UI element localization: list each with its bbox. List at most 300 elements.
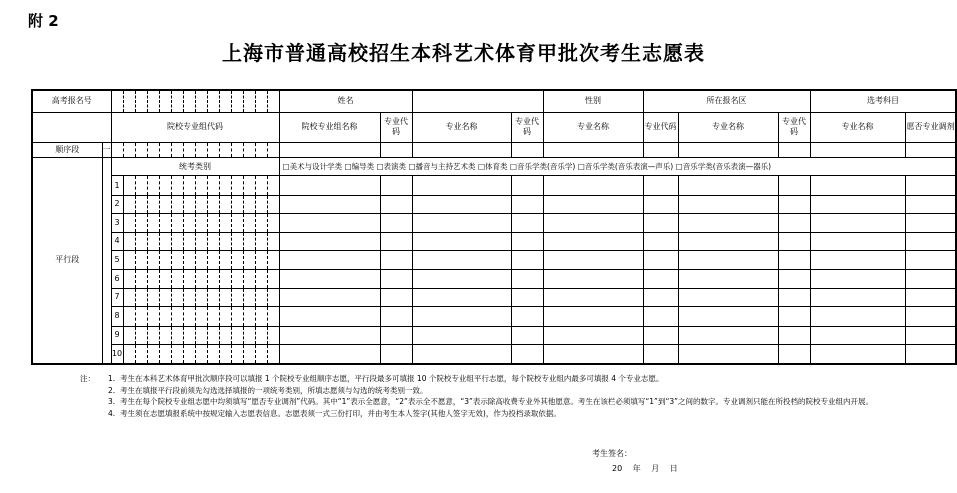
code-cell[interactable] bbox=[267, 176, 279, 195]
group-name-cell[interactable] bbox=[279, 214, 380, 232]
category-checkbox[interactable]: □体育类 bbox=[477, 161, 508, 171]
signature-label: 考生签名： bbox=[592, 449, 632, 458]
code-cell[interactable] bbox=[159, 176, 171, 195]
code-cell[interactable] bbox=[135, 344, 147, 364]
major-name-cell[interactable] bbox=[678, 326, 778, 344]
code-cell[interactable] bbox=[219, 232, 231, 250]
major-code-cell[interactable] bbox=[380, 270, 412, 288]
code-cell[interactable] bbox=[267, 326, 279, 344]
major-code-cell[interactable] bbox=[778, 344, 810, 364]
major-name-cell[interactable] bbox=[810, 344, 905, 364]
code-cell[interactable] bbox=[195, 270, 207, 288]
major-name-cell[interactable] bbox=[810, 232, 905, 250]
code-cell[interactable] bbox=[267, 214, 279, 232]
code-cell[interactable] bbox=[231, 270, 243, 288]
adjust-cell[interactable] bbox=[905, 142, 956, 157]
code-cell[interactable] bbox=[207, 232, 219, 250]
category-checkbox[interactable]: □播音与主持艺术类 bbox=[408, 161, 476, 171]
category-checkbox[interactable]: □音乐学类(音乐表演—器乐) bbox=[675, 161, 772, 171]
adjust-cell[interactable] bbox=[905, 176, 956, 195]
code-cell[interactable] bbox=[147, 250, 159, 269]
code-cell[interactable] bbox=[195, 142, 207, 157]
code-cell[interactable] bbox=[255, 270, 267, 288]
major-code-cell[interactable] bbox=[511, 195, 543, 213]
district-label: 所在报名区 bbox=[643, 90, 810, 112]
exam-no-digit[interactable] bbox=[219, 90, 231, 112]
code-cell[interactable] bbox=[231, 250, 243, 269]
major-name-cell[interactable] bbox=[678, 142, 778, 157]
exam-no-digit[interactable] bbox=[111, 90, 123, 112]
code-cell[interactable] bbox=[219, 214, 231, 232]
code-cell[interactable] bbox=[231, 142, 243, 157]
major-code-cell[interactable] bbox=[380, 288, 412, 306]
major-code-cell[interactable] bbox=[380, 195, 412, 213]
major-code-cell[interactable] bbox=[778, 270, 810, 288]
code-cell[interactable] bbox=[123, 326, 135, 344]
code-cell[interactable] bbox=[255, 142, 267, 157]
major-name-cell[interactable] bbox=[810, 214, 905, 232]
date-line: 20 年 月 日 bbox=[612, 464, 678, 473]
code-cell[interactable] bbox=[207, 307, 219, 326]
group-name-cell[interactable] bbox=[279, 250, 380, 269]
code-cell[interactable] bbox=[219, 195, 231, 213]
code-cell[interactable] bbox=[123, 142, 135, 157]
code-cell[interactable] bbox=[195, 176, 207, 195]
code-cell[interactable] bbox=[159, 307, 171, 326]
code-cell[interactable] bbox=[147, 176, 159, 195]
code-cell[interactable] bbox=[231, 232, 243, 250]
code-cell[interactable] bbox=[147, 307, 159, 326]
major-name-cell[interactable] bbox=[678, 307, 778, 326]
major-name-cell[interactable] bbox=[543, 176, 643, 195]
major-name-cell[interactable] bbox=[678, 176, 778, 195]
adjust-cell[interactable] bbox=[905, 344, 956, 364]
code-cell[interactable] bbox=[135, 326, 147, 344]
code-cell[interactable] bbox=[219, 288, 231, 306]
code-cell[interactable] bbox=[183, 288, 195, 306]
adjust-cell[interactable] bbox=[905, 288, 956, 306]
code-cell[interactable] bbox=[135, 195, 147, 213]
major-code-cell[interactable] bbox=[511, 232, 543, 250]
code-cell[interactable] bbox=[255, 250, 267, 269]
major-code-cell[interactable] bbox=[511, 288, 543, 306]
code-cell[interactable] bbox=[183, 307, 195, 326]
major-code-header: 专业代码 bbox=[643, 112, 678, 142]
code-cell[interactable] bbox=[147, 195, 159, 213]
code-cell[interactable] bbox=[207, 250, 219, 269]
major-code-cell[interactable] bbox=[643, 250, 678, 269]
major-name-header: 专业名称 bbox=[543, 112, 643, 142]
code-cell[interactable] bbox=[243, 232, 255, 250]
major-code-cell[interactable] bbox=[643, 288, 678, 306]
group-name-cell[interactable] bbox=[279, 307, 380, 326]
code-cell[interactable] bbox=[255, 195, 267, 213]
major-name-cell[interactable] bbox=[412, 344, 511, 364]
major-code-cell[interactable] bbox=[380, 232, 412, 250]
code-cell[interactable] bbox=[183, 214, 195, 232]
major-code-cell[interactable] bbox=[643, 326, 678, 344]
code-cell[interactable] bbox=[231, 176, 243, 195]
exam-no-digit[interactable] bbox=[123, 90, 135, 112]
major-code-cell[interactable] bbox=[778, 326, 810, 344]
major-code-cell[interactable] bbox=[643, 214, 678, 232]
major-name-cell[interactable] bbox=[678, 270, 778, 288]
code-cell[interactable] bbox=[147, 270, 159, 288]
code-cell[interactable] bbox=[171, 344, 183, 364]
major-name-cell[interactable] bbox=[678, 288, 778, 306]
major-name-cell[interactable] bbox=[543, 326, 643, 344]
code-cell[interactable] bbox=[183, 326, 195, 344]
code-cell[interactable] bbox=[243, 250, 255, 269]
exam-no-digit[interactable] bbox=[267, 90, 279, 112]
major-name-cell[interactable] bbox=[412, 326, 511, 344]
code-cell[interactable] bbox=[243, 214, 255, 232]
code-cell[interactable] bbox=[171, 288, 183, 306]
group-name-cell[interactable] bbox=[279, 344, 380, 364]
group-name-cell[interactable] bbox=[279, 176, 380, 195]
row-number: 4 bbox=[111, 232, 123, 250]
major-name-cell[interactable] bbox=[810, 288, 905, 306]
major-name-cell[interactable] bbox=[543, 288, 643, 306]
exam-no-digit[interactable] bbox=[207, 90, 219, 112]
code-cell[interactable] bbox=[183, 250, 195, 269]
major-name-cell[interactable] bbox=[412, 195, 511, 213]
major-code-cell[interactable] bbox=[380, 176, 412, 195]
code-cell[interactable] bbox=[231, 326, 243, 344]
code-cell[interactable] bbox=[219, 307, 231, 326]
code-cell[interactable] bbox=[135, 214, 147, 232]
code-cell[interactable] bbox=[207, 288, 219, 306]
code-cell[interactable] bbox=[123, 344, 135, 364]
code-cell[interactable] bbox=[231, 344, 243, 364]
major-name-cell[interactable] bbox=[543, 195, 643, 213]
code-cell[interactable] bbox=[207, 142, 219, 157]
code-cell[interactable] bbox=[255, 214, 267, 232]
code-cell[interactable] bbox=[111, 142, 123, 157]
code-cell[interactable] bbox=[171, 142, 183, 157]
code-cell[interactable] bbox=[147, 288, 159, 306]
code-cell[interactable] bbox=[243, 344, 255, 364]
code-cell[interactable] bbox=[135, 270, 147, 288]
code-cell[interactable] bbox=[135, 250, 147, 269]
category-checkbox[interactable]: □编导类 bbox=[344, 161, 375, 171]
major-code-cell[interactable] bbox=[511, 176, 543, 195]
major-code-cell[interactable] bbox=[778, 195, 810, 213]
exam-no-digit[interactable] bbox=[159, 90, 171, 112]
major-code-cell[interactable] bbox=[511, 307, 543, 326]
code-cell[interactable] bbox=[183, 344, 195, 364]
category-checkbox-row[interactable] bbox=[279, 157, 956, 175]
code-cell[interactable] bbox=[171, 270, 183, 288]
code-cell[interactable] bbox=[171, 250, 183, 269]
code-cell[interactable] bbox=[123, 195, 135, 213]
code-cell[interactable] bbox=[255, 176, 267, 195]
code-cell[interactable] bbox=[219, 250, 231, 269]
exam-no-digit[interactable] bbox=[231, 90, 243, 112]
code-cell[interactable] bbox=[195, 307, 207, 326]
group-name-cell[interactable] bbox=[279, 142, 380, 157]
major-name-cell[interactable] bbox=[810, 250, 905, 269]
note-text: 考生须在志愿填报系统中按规定输入志愿表信息。志愿表须一式三份打印，并由考生本人签字(其他人签字无效)，作为投档录取依据。 bbox=[120, 408, 561, 418]
major-name-cell[interactable] bbox=[543, 214, 643, 232]
adjust-cell[interactable] bbox=[905, 250, 956, 269]
major-name-cell[interactable] bbox=[412, 214, 511, 232]
major-code-cell[interactable] bbox=[511, 142, 543, 157]
code-cell[interactable] bbox=[207, 214, 219, 232]
code-cell[interactable] bbox=[171, 214, 183, 232]
code-cell[interactable] bbox=[243, 142, 255, 157]
code-cell[interactable] bbox=[255, 326, 267, 344]
code-cell[interactable] bbox=[219, 270, 231, 288]
code-cell[interactable] bbox=[267, 250, 279, 269]
major-code-cell[interactable] bbox=[511, 214, 543, 232]
row-number: 2 bbox=[111, 195, 123, 213]
major-name-cell[interactable] bbox=[678, 232, 778, 250]
exam-no-digit[interactable] bbox=[243, 90, 255, 112]
category-checkbox[interactable]: □美术与设计学类 bbox=[282, 161, 343, 171]
code-cell[interactable] bbox=[159, 232, 171, 250]
code-cell[interactable] bbox=[255, 307, 267, 326]
code-cell[interactable] bbox=[171, 232, 183, 250]
group-code-header: 院校专业组代码 bbox=[111, 112, 279, 142]
major-name-cell[interactable] bbox=[543, 270, 643, 288]
code-cell[interactable] bbox=[195, 326, 207, 344]
code-cell[interactable] bbox=[267, 307, 279, 326]
category-checkbox[interactable]: □表演类 bbox=[376, 161, 407, 171]
code-cell[interactable] bbox=[255, 344, 267, 364]
code-cell[interactable] bbox=[123, 214, 135, 232]
code-cell[interactable] bbox=[135, 176, 147, 195]
major-code-cell[interactable] bbox=[778, 142, 810, 157]
row-number: 10 bbox=[111, 344, 123, 364]
major-code-cell[interactable] bbox=[778, 232, 810, 250]
code-cell[interactable] bbox=[159, 195, 171, 213]
code-cell[interactable] bbox=[267, 195, 279, 213]
exam-no-digit[interactable] bbox=[135, 90, 147, 112]
note-number: 4. bbox=[108, 408, 116, 418]
code-cell[interactable] bbox=[231, 214, 243, 232]
code-cell[interactable] bbox=[159, 344, 171, 364]
major-name-cell[interactable] bbox=[412, 176, 511, 195]
major-code-cell[interactable] bbox=[380, 307, 412, 326]
major-code-cell[interactable] bbox=[643, 142, 678, 157]
major-code-cell[interactable] bbox=[643, 232, 678, 250]
code-cell[interactable] bbox=[123, 270, 135, 288]
group-name-cell[interactable] bbox=[279, 326, 380, 344]
note-text: 考生在本科艺术体育甲批次顺序段可以填报 1 个院校专业组顺序志愿，平行段最多可填报 10 个院校专业组平行志愿，每个院校专业组内最多可填报 4 个专业志愿。 bbox=[120, 374, 664, 383]
code-cell[interactable] bbox=[183, 270, 195, 288]
note-text: 考生在每个院校专业组志愿中均须填写“愿否专业调剂”代码。其中“1”表示全愿意，“2”表示全不愿意，“3”表示除高收费专业外其他愿意。考生在该栏必须填写“1”到“3”之间的数字。专业调剂只能在所投档的院校专业组内开展。 bbox=[120, 397, 873, 406]
group-name-cell[interactable] bbox=[279, 232, 380, 250]
code-cell[interactable] bbox=[123, 176, 135, 195]
major-name-cell[interactable] bbox=[678, 195, 778, 213]
adjust-cell[interactable] bbox=[905, 214, 956, 232]
major-code-cell[interactable] bbox=[643, 307, 678, 326]
major-name-cell[interactable] bbox=[412, 250, 511, 269]
adjust-cell[interactable] bbox=[905, 195, 956, 213]
code-cell[interactable] bbox=[147, 142, 159, 157]
adjust-cell[interactable] bbox=[905, 270, 956, 288]
major-name-cell[interactable] bbox=[810, 195, 905, 213]
code-cell[interactable] bbox=[183, 195, 195, 213]
code-cell[interactable] bbox=[123, 250, 135, 269]
category-checkbox[interactable]: □音乐学类(音乐表演—声乐) bbox=[577, 161, 674, 171]
code-cell[interactable] bbox=[231, 288, 243, 306]
code-cell[interactable] bbox=[243, 176, 255, 195]
major-name-cell[interactable] bbox=[810, 176, 905, 195]
row-number: 8 bbox=[111, 307, 123, 326]
code-cell[interactable] bbox=[267, 344, 279, 364]
adjust-header: 愿否专业调剂 bbox=[905, 112, 956, 142]
code-cell[interactable] bbox=[171, 307, 183, 326]
major-name-cell[interactable] bbox=[543, 142, 643, 157]
code-cell[interactable] bbox=[135, 288, 147, 306]
adjust-cell[interactable] bbox=[905, 326, 956, 344]
code-cell[interactable] bbox=[147, 214, 159, 232]
adjust-cell[interactable] bbox=[905, 307, 956, 326]
code-cell[interactable] bbox=[123, 288, 135, 306]
code-cell[interactable] bbox=[255, 232, 267, 250]
code-cell[interactable] bbox=[207, 326, 219, 344]
exam-no-digit[interactable] bbox=[183, 90, 195, 112]
code-cell[interactable] bbox=[207, 270, 219, 288]
code-cell[interactable] bbox=[147, 344, 159, 364]
code-cell[interactable] bbox=[267, 232, 279, 250]
code-cell[interactable] bbox=[135, 142, 147, 157]
major-code-cell[interactable] bbox=[380, 250, 412, 269]
code-cell[interactable] bbox=[219, 326, 231, 344]
code-cell[interactable] bbox=[207, 176, 219, 195]
code-cell[interactable] bbox=[195, 250, 207, 269]
major-name-cell[interactable] bbox=[810, 326, 905, 344]
code-cell[interactable] bbox=[183, 176, 195, 195]
major-name-cell[interactable] bbox=[412, 307, 511, 326]
major-code-cell[interactable] bbox=[778, 288, 810, 306]
code-cell[interactable] bbox=[171, 176, 183, 195]
code-cell[interactable] bbox=[159, 250, 171, 269]
code-cell[interactable] bbox=[219, 142, 231, 157]
code-cell[interactable] bbox=[135, 232, 147, 250]
code-cell[interactable] bbox=[147, 232, 159, 250]
major-name-cell[interactable] bbox=[412, 142, 511, 157]
code-cell[interactable] bbox=[255, 288, 267, 306]
code-cell[interactable] bbox=[231, 307, 243, 326]
code-cell[interactable] bbox=[147, 326, 159, 344]
code-cell[interactable] bbox=[231, 195, 243, 213]
major-code-cell[interactable] bbox=[778, 214, 810, 232]
major-name-cell[interactable] bbox=[543, 232, 643, 250]
code-cell[interactable] bbox=[207, 195, 219, 213]
exam-no-digit[interactable] bbox=[171, 90, 183, 112]
major-code-header: 专业代码 bbox=[511, 112, 543, 142]
major-name-cell[interactable] bbox=[543, 307, 643, 326]
major-code-cell[interactable] bbox=[778, 307, 810, 326]
group-name-cell[interactable] bbox=[279, 288, 380, 306]
code-cell[interactable] bbox=[183, 142, 195, 157]
major-code-cell[interactable] bbox=[511, 344, 543, 364]
major-code-cell[interactable] bbox=[380, 214, 412, 232]
exam-no-digit[interactable] bbox=[147, 90, 159, 112]
major-code-cell[interactable] bbox=[511, 250, 543, 269]
major-code-cell[interactable] bbox=[643, 344, 678, 364]
major-name-cell[interactable] bbox=[810, 270, 905, 288]
major-code-cell[interactable] bbox=[380, 344, 412, 364]
group-name-cell[interactable] bbox=[279, 270, 380, 288]
major-code-cell[interactable] bbox=[778, 250, 810, 269]
code-cell[interactable] bbox=[195, 344, 207, 364]
code-cell[interactable] bbox=[267, 270, 279, 288]
code-cell[interactable] bbox=[159, 214, 171, 232]
code-cell[interactable] bbox=[123, 232, 135, 250]
code-cell[interactable] bbox=[123, 307, 135, 326]
major-code-cell[interactable] bbox=[643, 270, 678, 288]
code-cell[interactable] bbox=[243, 270, 255, 288]
exam-no-digit[interactable] bbox=[255, 90, 267, 112]
code-cell[interactable] bbox=[219, 176, 231, 195]
code-cell[interactable] bbox=[159, 288, 171, 306]
code-cell[interactable] bbox=[195, 232, 207, 250]
code-cell[interactable] bbox=[195, 214, 207, 232]
major-name-cell[interactable] bbox=[678, 250, 778, 269]
code-cell[interactable] bbox=[243, 307, 255, 326]
code-cell[interactable] bbox=[267, 288, 279, 306]
code-cell[interactable] bbox=[135, 307, 147, 326]
code-cell[interactable] bbox=[243, 288, 255, 306]
name-field[interactable] bbox=[412, 90, 543, 112]
category-label: 统考类别 bbox=[111, 157, 279, 175]
code-cell[interactable] bbox=[195, 195, 207, 213]
code-cell[interactable] bbox=[207, 344, 219, 364]
code-cell[interactable] bbox=[171, 195, 183, 213]
major-name-cell[interactable] bbox=[678, 344, 778, 364]
group-name-cell[interactable] bbox=[279, 195, 380, 213]
category-checkbox[interactable]: □音乐学类(音乐学) bbox=[509, 161, 576, 171]
major-code-header: 专业代码 bbox=[380, 112, 412, 142]
code-cell[interactable] bbox=[159, 270, 171, 288]
code-cell[interactable] bbox=[183, 232, 195, 250]
major-code-cell[interactable] bbox=[643, 195, 678, 213]
parallel-label: 平行段 bbox=[32, 157, 102, 364]
major-code-cell[interactable] bbox=[380, 326, 412, 344]
major-code-cell[interactable] bbox=[778, 176, 810, 195]
major-name-cell[interactable] bbox=[678, 214, 778, 232]
major-name-cell[interactable] bbox=[543, 344, 643, 364]
adjust-cell[interactable] bbox=[905, 232, 956, 250]
sequential-no: 一 bbox=[102, 142, 111, 157]
note-item bbox=[80, 373, 888, 385]
major-name-cell[interactable] bbox=[810, 142, 905, 157]
code-cell[interactable] bbox=[267, 142, 279, 157]
code-cell[interactable] bbox=[243, 195, 255, 213]
major-code-cell[interactable] bbox=[380, 142, 412, 157]
major-name-cell[interactable] bbox=[412, 232, 511, 250]
code-cell[interactable] bbox=[171, 326, 183, 344]
code-cell[interactable] bbox=[195, 288, 207, 306]
major-name-cell[interactable] bbox=[810, 307, 905, 326]
code-cell[interactable] bbox=[159, 326, 171, 344]
major-name-cell[interactable] bbox=[543, 250, 643, 269]
group-name-header: 院校专业组名称 bbox=[279, 112, 380, 142]
major-code-cell[interactable] bbox=[511, 270, 543, 288]
major-name-cell[interactable] bbox=[412, 288, 511, 306]
code-cell[interactable] bbox=[219, 344, 231, 364]
code-cell[interactable] bbox=[243, 326, 255, 344]
major-code-cell[interactable] bbox=[511, 326, 543, 344]
major-name-cell[interactable] bbox=[412, 270, 511, 288]
major-code-cell[interactable] bbox=[643, 176, 678, 195]
exam-no-digit[interactable] bbox=[195, 90, 207, 112]
code-cell[interactable] bbox=[159, 142, 171, 157]
